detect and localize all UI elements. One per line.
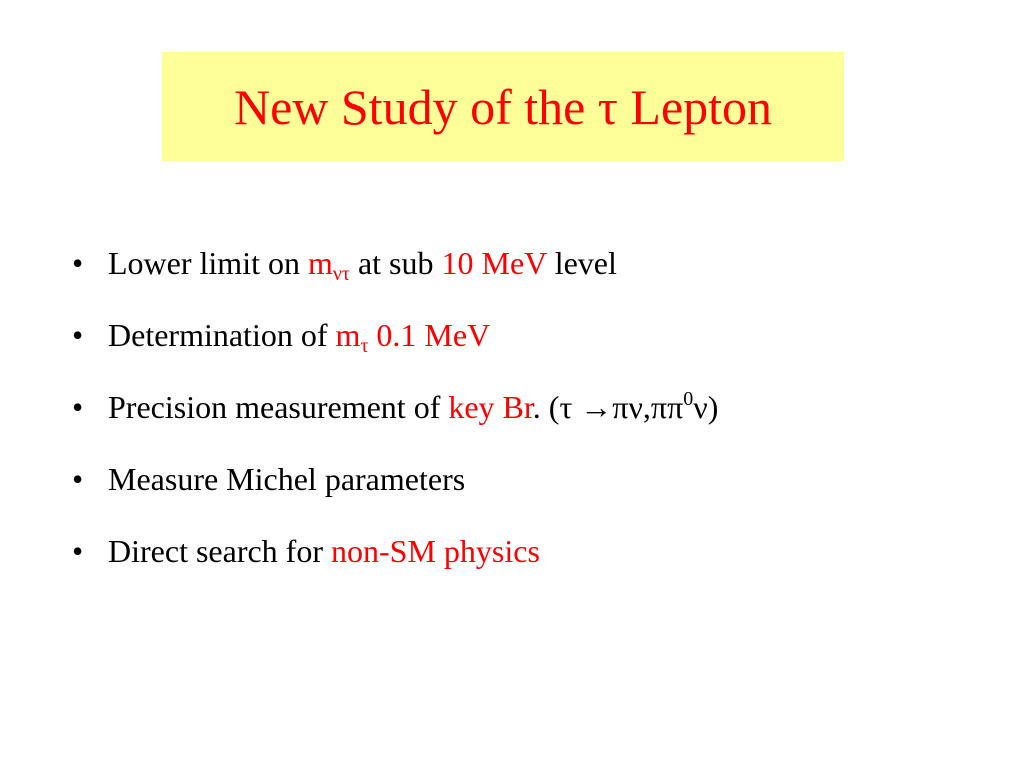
mass-subscript: τ bbox=[360, 335, 369, 357]
bullet-item-direct-search bbox=[72, 528, 1002, 600]
bullet-item-determination bbox=[72, 312, 1002, 384]
slide-title: New Study of the τ Lepton bbox=[233, 78, 773, 135]
bullet-dot: • bbox=[72, 461, 84, 497]
bullet-text bbox=[108, 528, 540, 574]
bullet-text bbox=[108, 384, 718, 430]
mass-subscript: ντ bbox=[332, 263, 350, 285]
highlight-text: 10 MeV bbox=[441, 245, 547, 281]
title-box bbox=[162, 52, 844, 161]
tau-mass-symbol bbox=[335, 317, 491, 357]
bullet-text-segment: Precision measurement of bbox=[108, 389, 449, 425]
decay-formula-end: ν) bbox=[693, 389, 719, 425]
bullet-item-michel bbox=[72, 456, 1002, 528]
highlight-text: non-SM physics bbox=[330, 533, 540, 569]
bullet-dot: • bbox=[72, 389, 84, 425]
bullet-text-segment: Determination of bbox=[108, 317, 336, 353]
bullet-list bbox=[72, 240, 1002, 600]
bullet-text bbox=[108, 240, 617, 286]
neutrino-mass-symbol bbox=[307, 245, 350, 285]
bullet-text-segment: Direct search for bbox=[108, 533, 331, 569]
bullet-text-segment: at sub bbox=[349, 245, 442, 281]
bullet-text-segment: Lower limit on bbox=[108, 245, 308, 281]
bullet-text bbox=[108, 312, 490, 358]
bullet-text bbox=[108, 456, 465, 502]
mass-letter: m bbox=[307, 245, 333, 281]
bullet-item-lower-limit bbox=[72, 240, 1002, 312]
highlight-text: 0.1 MeV bbox=[368, 317, 491, 353]
bullet-text-segment: level bbox=[546, 245, 617, 281]
pion-charge-superscript: 0 bbox=[683, 388, 694, 410]
bullet-dot: • bbox=[72, 533, 84, 569]
decay-formula: . (τ →πν,ππ bbox=[532, 389, 684, 425]
bullet-item-precision bbox=[72, 384, 1002, 456]
bullet-dot: • bbox=[72, 317, 84, 353]
bullet-dot: • bbox=[72, 245, 84, 281]
highlight-text: key Br bbox=[448, 389, 533, 425]
mass-letter: m bbox=[335, 317, 361, 353]
bullet-text-segment: Measure Michel parameters bbox=[108, 461, 466, 497]
